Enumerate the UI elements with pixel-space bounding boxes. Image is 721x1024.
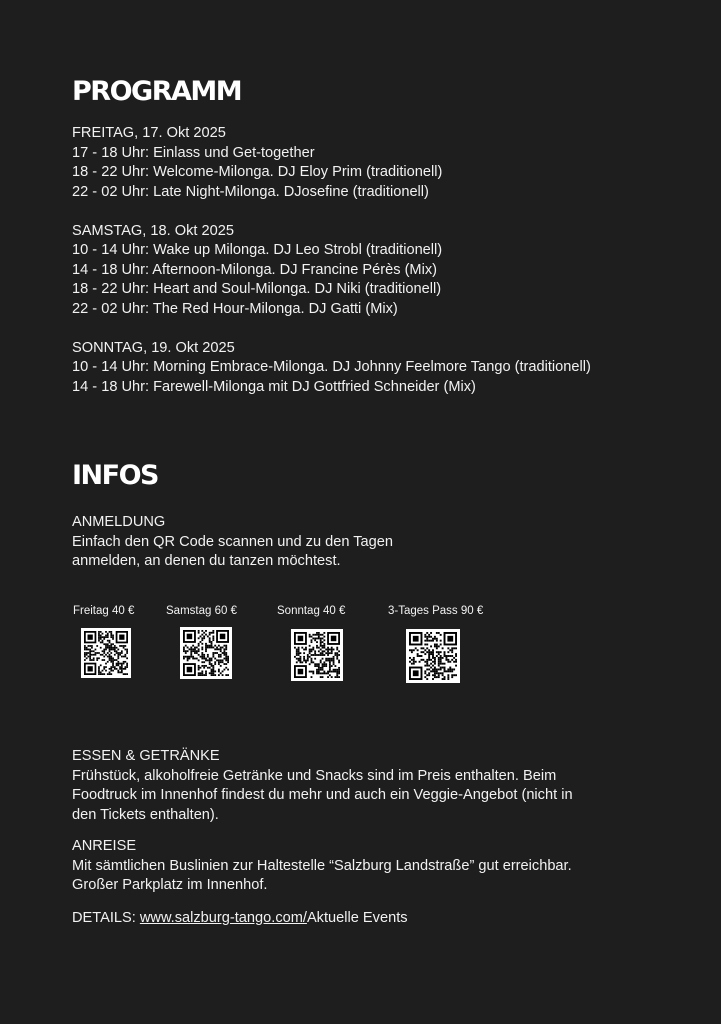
ticket-label-samstag: Samstag 60 €: [166, 605, 237, 617]
program-item: 10 - 14 Uhr: Wake up Milonga. DJ Leo Strobl (traditionell): [72, 242, 443, 258]
essen-title: ESSEN & GETRÄNKE: [72, 748, 220, 764]
anmeldung-text: anmelden, an denen du tanzen möchtest.: [72, 553, 341, 569]
ticket-label-3tages: 3-Tages Pass 90 €: [388, 605, 484, 617]
program-item: 22 - 02 Uhr: The Red Hour-Milonga. DJ Gatti (Mix): [72, 300, 398, 317]
details-label: DETAILS:: [72, 910, 140, 926]
anreise-title: ANREISE: [72, 838, 137, 854]
details-suffix: Aktuelle Events: [306, 910, 408, 926]
ticket-label-freitag: Freitag 40 €: [73, 605, 135, 617]
details-link[interactable]: www.salzburg-tango.com/: [139, 910, 307, 926]
program-item: 14 - 18 Uhr: Farewell-Milonga mit DJ Gottfried Schneider (Mix): [72, 378, 476, 395]
program-item: 18 - 22 Uhr: Welcome-Milonga. DJ Eloy Prim (traditionell): [72, 164, 443, 180]
day-title-friday: FREITAG, 17. Okt 2025: [72, 125, 226, 141]
day-title-saturday: SAMSTAG, 18. Okt 2025: [72, 222, 234, 239]
qr-code-icon: [409, 632, 457, 680]
program-item: 17 - 18 Uhr: Einlass und Get-together: [72, 144, 315, 161]
details-line: [72, 909, 408, 929]
ticket-label-sonntag: Sonntag 40 €: [277, 605, 346, 617]
qr-code-freitag[interactable]: [81, 628, 131, 678]
anreise-section: [72, 837, 572, 896]
qr-code-icon: [84, 631, 128, 675]
programm-heading: PROGRAMM: [72, 76, 242, 107]
essen-text: den Tickets enthalten).: [72, 806, 219, 823]
program-item: 18 - 22 Uhr: Heart and Soul-Milonga. DJ Niki (traditionell): [72, 281, 442, 297]
program-item: 22 - 02 Uhr: Late Night-Milonga. DJosefine (traditionell): [72, 183, 429, 200]
anmeldung-text: Einfach den QR Code scannen und zu den Tagen: [72, 533, 394, 550]
qr-code-sonntag[interactable]: [291, 629, 343, 681]
essen-section: [72, 747, 573, 825]
qr-code-icon: [183, 630, 229, 676]
anmeldung-title: ANMELDUNG: [72, 514, 166, 530]
essen-text: Frühstück, alkoholfreie Getränke und Snacks sind im Preis enthalten. Beim: [72, 767, 557, 784]
essen-text: Foodtruck im Innenhof findest du mehr und auch ein Veggie-Angebot (nicht in: [72, 787, 573, 803]
qr-code-3tages[interactable]: [406, 629, 460, 683]
anreise-text: Mit sämtlichen Buslinien zur Haltestelle “Salzburg Landstraße” gut erreichbar.: [72, 857, 572, 874]
qr-code-samstag[interactable]: [180, 627, 232, 679]
day-title-sunday: SONNTAG, 19. Okt 2025: [72, 339, 235, 356]
program-item: 10 - 14 Uhr: Morning Embrace-Milonga. DJ Johnny Feelmore Tango (traditionell): [72, 359, 591, 375]
qr-code-icon: [294, 632, 340, 678]
anmeldung-section: [72, 513, 393, 572]
program-item: 14 - 18 Uhr: Afternoon-Milonga. DJ Francine Pérès (Mix): [72, 261, 437, 278]
program-list: [72, 124, 591, 397]
anreise-text: Großer Parkplatz im Innenhof.: [72, 877, 268, 893]
infos-heading: INFOS: [72, 460, 158, 491]
